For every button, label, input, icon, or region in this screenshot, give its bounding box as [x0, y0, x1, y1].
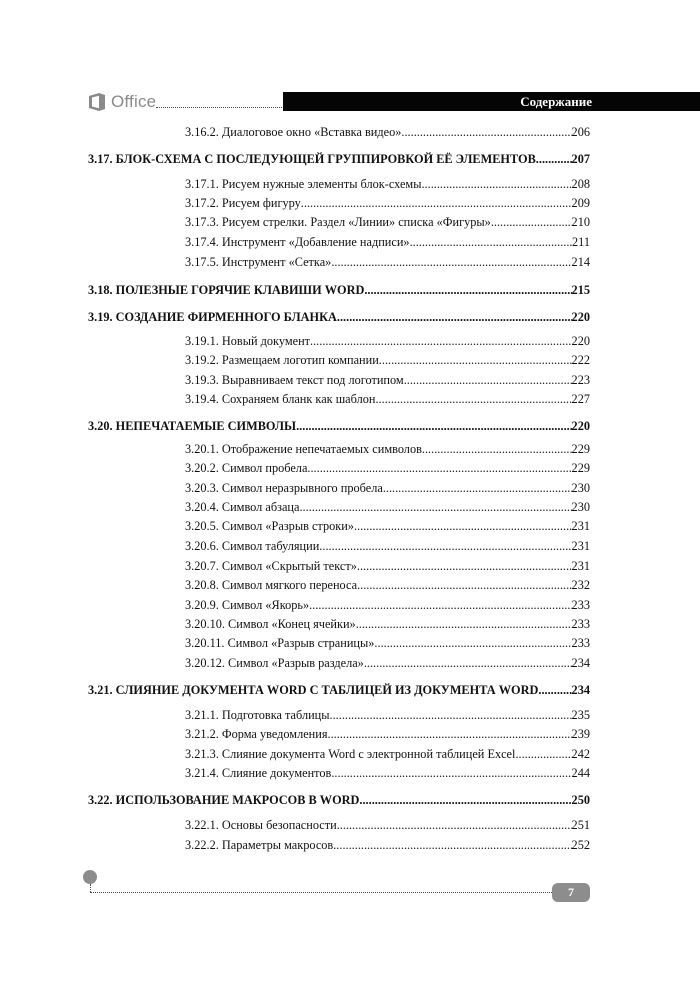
toc-entry-title: 3.19.4. Сохраняем бланк как шаблон: [185, 392, 376, 406]
toc-subsection-entry: [185, 559, 590, 574]
toc-section-entry: [88, 793, 590, 808]
toc-entry-page: 210: [571, 215, 590, 229]
toc-entry-title: 3.20.1. Отображение непечатаемых символов: [185, 442, 422, 456]
toc-entry-page: 215: [571, 283, 590, 297]
toc-dot-leader: [330, 708, 572, 723]
toc-entry-title: 3.22.1. Основы безопасности: [185, 818, 337, 832]
toc-subsection-entry: [185, 708, 590, 723]
toc-subsection-entry: [185, 392, 590, 407]
toc-subsection-entry: [185, 636, 590, 651]
toc-dot-leader: [356, 617, 572, 632]
toc-subsection-entry: [185, 215, 590, 230]
toc-entry-title: 3.20.4. Символ абзаца: [185, 500, 300, 514]
toc-entry-title: 3.21.2. Форма уведомления: [185, 727, 328, 741]
toc-dot-leader: [536, 152, 572, 167]
toc-entry-page: 244: [571, 766, 590, 780]
toc-entry-page: 222: [571, 353, 590, 367]
toc-entry-page: 206: [571, 125, 590, 139]
toc-entry-title: 3.17.2. Рисуем фигуру: [185, 196, 301, 210]
toc-entry-page: 234: [571, 683, 590, 697]
toc-entry-page: 229: [571, 461, 590, 475]
toc-subsection-entry: [185, 818, 590, 833]
toc-subsection-entry: [185, 519, 590, 534]
toc-subsection-entry: [185, 598, 590, 613]
toc-dot-leader: [301, 196, 572, 211]
toc-section-entry: [88, 310, 590, 325]
toc-entry-page: 232: [571, 578, 590, 592]
toc-subsection-entry: [185, 196, 590, 211]
toc-entry-page: 231: [571, 539, 590, 553]
toc-entry-title: 3.20.9. Символ «Якорь»: [185, 598, 310, 612]
toc-entry-title: 3.19.3. Выравниваем текст под логотипом: [185, 373, 404, 387]
header-dotted-rule: [156, 107, 284, 108]
toc-dot-leader: [354, 519, 572, 534]
toc-entry-title: 3.19.2. Размещаем логотип компании: [185, 353, 379, 367]
toc-entry-page: 223: [571, 373, 590, 387]
toc-subsection-entry: [185, 177, 590, 192]
toc-entry-title: 3.21.4. Слияние документов: [185, 766, 332, 780]
toc-entry-title: 3.18. ПОЛЕЗНЫЕ ГОРЯЧИЕ КЛАВИШИ WORD: [88, 283, 365, 297]
office-logo-text: Office: [111, 92, 157, 111]
toc-subsection-entry: [185, 334, 590, 349]
toc-entry-page: 231: [571, 519, 590, 533]
toc-entry-page: 233: [571, 598, 590, 612]
toc-entry-page: 209: [571, 196, 590, 210]
toc-entry-title: 3.17. БЛОК-СХЕМА С ПОСЛЕДУЮЩЕЙ ГРУППИРОВКОЙ ЕЁ ЭЛЕМЕНТОВ: [88, 152, 536, 166]
toc-entry-page: 227: [571, 392, 590, 406]
toc-dot-leader: [359, 793, 571, 808]
toc-subsection-entry: [185, 442, 590, 457]
toc-dot-leader: [296, 419, 571, 434]
toc-entry-title: 3.20.2. Символ пробела: [185, 461, 308, 475]
toc-entry-page: 242: [571, 747, 590, 761]
toc-subsection-entry: [185, 838, 590, 853]
toc-dot-leader: [491, 215, 572, 230]
toc-entry-page: 251: [571, 818, 590, 832]
toc-entry-title: 3.19. СОЗДАНИЕ ФИРМЕННОГО БЛАНКА: [88, 310, 337, 324]
office-logo: [88, 92, 156, 112]
toc-dot-leader: [404, 373, 572, 388]
toc-dot-leader: [357, 559, 572, 574]
toc-entry-page: 220: [571, 310, 590, 324]
toc-dot-leader: [538, 683, 571, 698]
toc-entry-title: 3.17.5. Инструмент «Сетка»: [185, 255, 332, 269]
page-title: Содержание: [520, 94, 592, 109]
toc-entry-page: 211: [572, 235, 590, 249]
toc-entry-title: 3.19.1. Новый документ: [185, 334, 311, 348]
toc-entry-title: 3.20.10. Символ «Конец ячейки»: [185, 617, 356, 631]
toc-entry-title: 3.20.8. Символ мягкого переноса: [185, 578, 358, 592]
toc-dot-leader: [364, 283, 571, 298]
toc-subsection-entry: [185, 461, 590, 476]
toc-dot-leader: [383, 481, 572, 496]
toc-entry-page: 250: [571, 793, 590, 807]
toc-dot-leader: [337, 818, 572, 833]
toc-entry-page: 231: [571, 559, 590, 573]
toc-entry-title: 3.20.11. Символ «Разрыв страницы»: [185, 636, 375, 650]
toc-dot-leader: [421, 177, 571, 192]
page-number-badge: 7: [552, 883, 590, 902]
toc-subsection-entry: [185, 747, 590, 762]
toc-entry-page: 220: [571, 334, 590, 348]
office-logo-icon: [88, 92, 106, 112]
toc-entry-page: 234: [571, 656, 590, 670]
toc-subsection-entry: [185, 766, 590, 781]
toc-dot-leader: [309, 598, 571, 613]
toc-subsection-entry: [185, 656, 590, 671]
toc-entry-title: 3.20.12. Символ «Разрыв раздела»: [185, 656, 364, 670]
toc-dot-leader: [333, 838, 571, 853]
toc-entry-page: 235: [571, 708, 590, 722]
toc-entry-page: 233: [571, 617, 590, 631]
toc-entry-title: 3.17.1. Рисуем нужные элементы блок-схемы: [185, 177, 422, 191]
toc-subsection-entry: [185, 481, 590, 496]
toc-dot-leader: [337, 310, 572, 325]
toc-entry-title: 3.17.3. Рисуем стрелки. Раздел «Линии» списка «Фигуры»: [185, 215, 491, 229]
toc-dot-leader: [307, 461, 571, 476]
toc-entry-page: 220: [571, 419, 590, 433]
toc-subsection-entry: [185, 727, 590, 742]
toc-entry-page: 252: [571, 838, 590, 852]
toc-subsection-entry: [185, 500, 590, 515]
toc-subsection-entry: [185, 617, 590, 632]
toc-entry-page: 230: [571, 481, 590, 495]
footer-connector: [90, 884, 91, 892]
toc-entry-page: 208: [571, 177, 590, 191]
toc-subsection-entry: [185, 578, 590, 593]
toc-dot-leader: [410, 235, 572, 250]
header-bar: [283, 92, 700, 111]
toc-entry-page: 230: [571, 500, 590, 514]
toc-entry-title: 3.20. НЕПЕЧАТАЕМЫЕ СИМВОЛЫ: [88, 419, 297, 433]
toc-entry-title: 3.21. СЛИЯНИЕ ДОКУМЕНТА WORD С ТАБЛИЦЕЙ ИЗ ДОКУМЕНТА WORD: [88, 683, 539, 697]
toc-entry-page: 229: [571, 442, 590, 456]
toc-entry-title: 3.17.4. Инструмент «Добавление надписи»: [185, 235, 410, 249]
toc-entry-title: 3.20.6. Символ табуляции: [185, 539, 320, 553]
toc-entry-title: 3.21.1. Подготовка таблицы: [185, 708, 330, 722]
toc-dot-leader: [331, 766, 571, 781]
toc-subsection-entry: [185, 255, 590, 270]
toc-entry-title: 3.16.2. Диалоговое окно «Вставка видео»: [185, 125, 402, 139]
footer-circle-marker: [83, 870, 97, 884]
toc-dot-leader: [515, 747, 571, 762]
toc-dot-leader: [319, 539, 571, 554]
toc-entry-title: 3.20.5. Символ «Разрыв строки»: [185, 519, 354, 533]
toc-dot-leader: [401, 125, 571, 140]
toc-dot-leader: [299, 500, 571, 515]
toc-entry-title: 3.20.3. Символ неразрывного пробела: [185, 481, 383, 495]
toc-section-entry: [88, 283, 590, 298]
toc-section-entry: [88, 419, 590, 434]
toc-entry-page: 239: [571, 727, 590, 741]
toc-subsection-entry: [185, 539, 590, 554]
toc-dot-leader: [357, 578, 571, 593]
page-header: [0, 0, 700, 120]
toc-subsection-entry: [185, 373, 590, 388]
toc-section-entry: [88, 683, 590, 698]
toc-entry-title: 3.21.3. Слияние документа Word с электронной таблицей Excel: [185, 747, 516, 761]
toc-subsection-entry: [185, 235, 590, 250]
toc-dot-leader: [422, 442, 572, 457]
footer-dotted-rule: [90, 892, 552, 893]
toc-section-entry: [88, 152, 590, 167]
toc-entry-title: 3.22. ИСПОЛЬЗОВАНИЕ МАКРОСОВ В WORD: [88, 793, 360, 807]
toc-dot-leader: [310, 334, 572, 349]
toc-entry-title: 3.20.7. Символ «Скрытый текст»: [185, 559, 357, 573]
toc-entry-page: 214: [571, 255, 590, 269]
toc-subsection-entry: [185, 353, 590, 368]
toc-dot-leader: [331, 255, 571, 270]
toc-entry-title: 3.22.2. Параметры макросов: [185, 838, 334, 852]
toc-subsection-entry: [185, 125, 590, 140]
toc-dot-leader: [375, 392, 571, 407]
toc-entry-page: 207: [571, 152, 590, 166]
toc-dot-leader: [374, 636, 571, 651]
toc-dot-leader: [328, 727, 572, 742]
toc-dot-leader: [364, 656, 572, 671]
toc-dot-leader: [379, 353, 572, 368]
toc-entry-page: 233: [571, 636, 590, 650]
